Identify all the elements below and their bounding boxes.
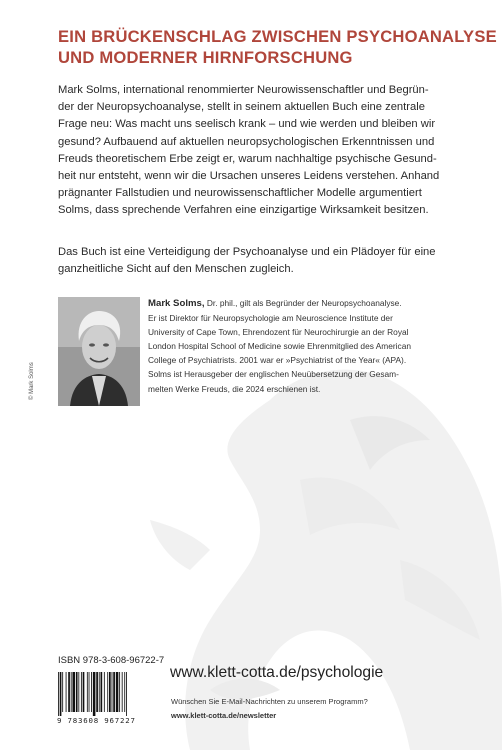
barcode-digits: 9 783608 967227 — [57, 716, 136, 725]
barcode-bar — [78, 672, 79, 712]
blurb-line: Mark Solms, international renommierter Neurowissenschaftler und Begrün- — [58, 84, 429, 96]
barcode-bar — [96, 672, 98, 712]
headline — [58, 26, 497, 68]
barcode-bar — [124, 672, 125, 712]
blurb-line: Solms, dass sprechende Verfahren eine einzigartige Wirksamkeit besitzen. — [58, 204, 429, 217]
barcode-bar — [112, 672, 113, 712]
blurb-line: heit nur entsteht, wenn wir die Ursachen unseres Leidens verstehen. Anhand — [58, 170, 440, 183]
barcode-bar — [62, 672, 63, 712]
blurb-paragraph — [58, 82, 458, 220]
barcode-bar — [107, 672, 108, 712]
barcode-bar — [116, 672, 119, 712]
barcode-bar — [68, 672, 70, 712]
bio-line: melten Werke Freuds, die 2024 erschienen ist. — [148, 383, 321, 394]
bio-line: Solms ist Herausgeber der englischen Neuübersetzung der Gesam- — [148, 369, 399, 380]
barcode-bar — [83, 672, 85, 712]
author-name: Mark Solms, — [148, 298, 205, 309]
closing-paragraph — [58, 244, 458, 278]
griffin-watermark-icon — [150, 360, 502, 750]
bio-first: Dr. phil., gilt als Begründer der Neuropsychoanalyse. — [204, 298, 402, 308]
barcode-bar — [60, 672, 62, 716]
blurb-line: Freuds theoretischem Erbe zeigt er, warum nachhaltige psychische Gesund- — [58, 152, 437, 165]
barcode-bar — [71, 672, 72, 712]
barcode-bar — [104, 672, 105, 712]
barcode-bar — [91, 672, 92, 712]
photo-credit: © Mark Solms — [29, 362, 35, 400]
author-portrait — [58, 297, 140, 406]
blurb-line: ganzheitliche Sicht auf den Menschen zugleich. — [58, 263, 294, 276]
barcode-bar — [72, 672, 75, 712]
barcode-bar — [101, 672, 103, 712]
barcode-bar — [87, 672, 88, 712]
bio-line: University of Cape Town, Ehrendozent für Neurochirurgie an der Royal — [148, 327, 409, 338]
bio-line: London Hospital School of Medicine sowie Ehrenmitglied des American — [148, 341, 411, 352]
author-bio — [148, 296, 478, 396]
blurb-line: der der Neuropsychoanalyse, stellt in seinem aktuellen Buch eine zentrale — [58, 101, 425, 114]
barcode-bar — [99, 672, 100, 712]
newsletter-link[interactable]: www.klett-cotta.de/newsletter — [171, 711, 277, 720]
bio-line: Er ist Direktor für Neuropsychologie am Neuroscience Institute der — [148, 313, 393, 324]
barcode-bar — [89, 672, 90, 712]
bio-line — [148, 296, 478, 311]
blurb-line: prägnanter Fallstudien und neurowissenschaftlicher Modelle argumentiert — [58, 187, 422, 200]
barcode-bar — [81, 672, 82, 712]
barcode-bar — [93, 672, 96, 716]
barcode — [56, 672, 156, 716]
barcode-bar — [66, 672, 67, 712]
newsletter-prompt: Wünschen Sie E-Mail-Nachrichten zu unserem Programm? — [171, 697, 368, 706]
headline-line: UND MODERNER HIRNFORSCHUNG — [58, 48, 353, 67]
headline-line: EIN BRÜCKENSCHLAG ZWISCHEN PSYCHOANALYSE — [58, 27, 497, 46]
barcode-bar — [122, 672, 123, 712]
blurb-line: Das Buch ist eine Verteidigung der Psychoanalyse und ein Plädoyer für eine — [58, 246, 436, 258]
blurb-line: Frage neu: Was macht uns seelisch krank – und wie werden und bleiben wir — [58, 118, 436, 131]
isbn-label: ISBN 978-3-608-96722-7 — [58, 655, 165, 666]
bio-line: College of Psychiatrists. 2001 war er »Psychiatrist of the Year« (APA). — [148, 355, 407, 366]
barcode-bar — [126, 672, 127, 716]
barcode-bar — [113, 672, 115, 712]
website-link[interactable]: www.klett-cotta.de/psychologie — [170, 664, 384, 681]
barcode-bar — [109, 672, 111, 712]
barcode-bar — [119, 672, 120, 712]
barcode-bar — [58, 672, 59, 716]
barcode-bar — [76, 672, 78, 712]
blurb-line: gesund? Aufbauend auf aktuellen neuropsychologischen Erkenntnissen und — [58, 135, 435, 148]
